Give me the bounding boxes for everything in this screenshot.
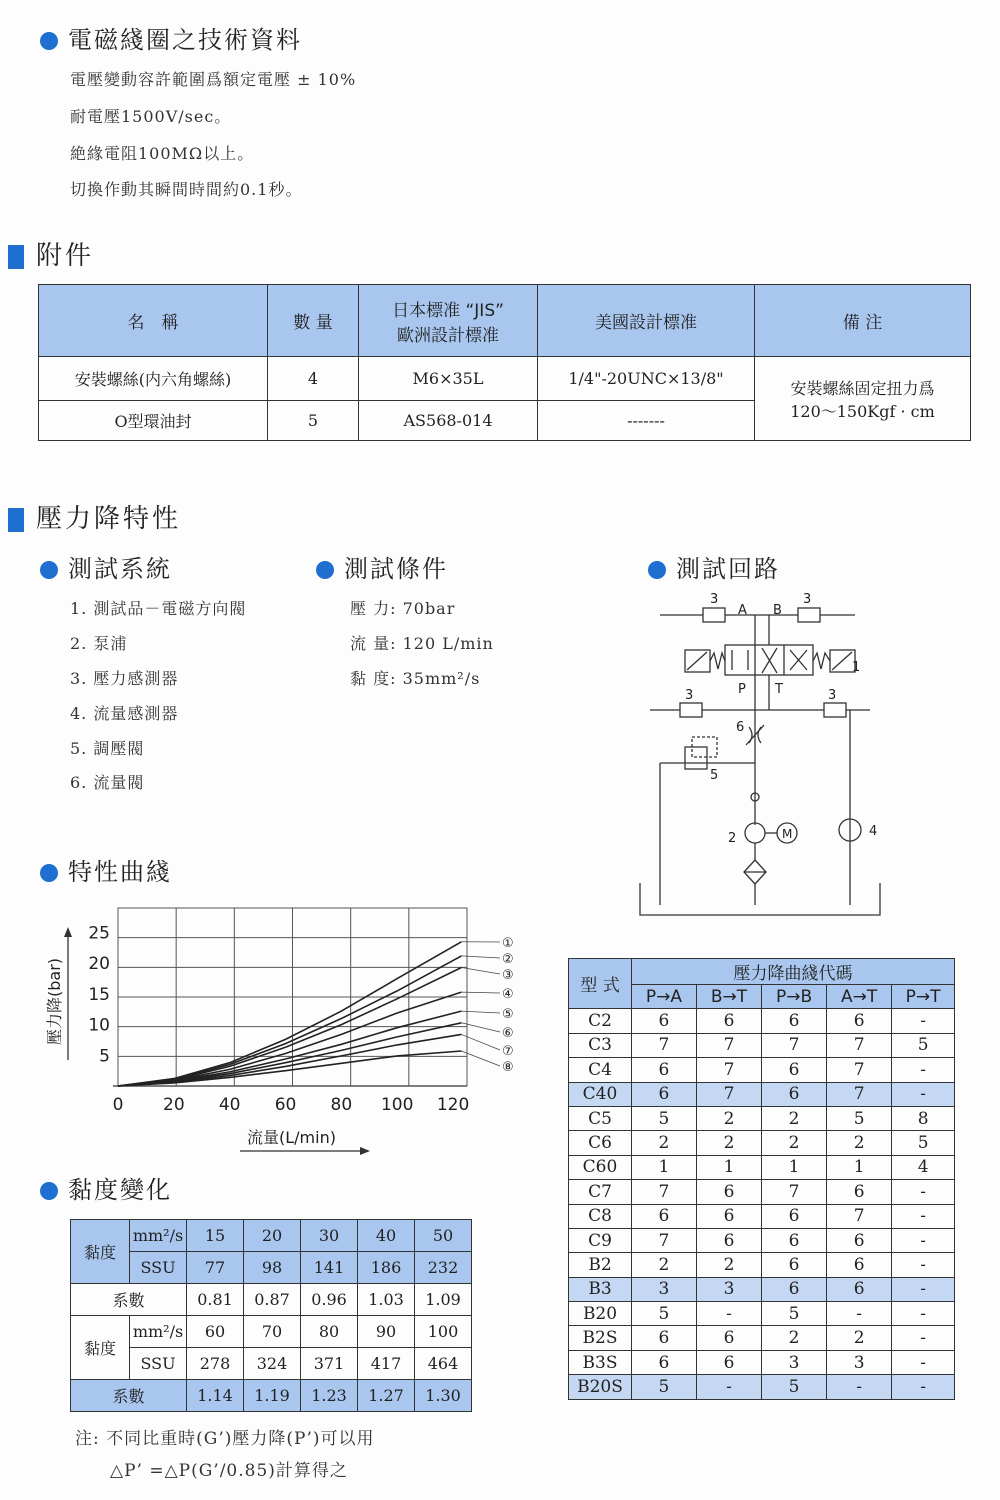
code-cell: 7 [762, 1180, 827, 1204]
cell: 1.14 [187, 1380, 244, 1412]
cell: 5 [268, 401, 359, 441]
table-row [71, 1220, 472, 1252]
code-cell: - [892, 1375, 955, 1399]
code-cell: 7 [696, 1033, 761, 1057]
code-cell: 1 [632, 1155, 697, 1179]
model-cell: C2 [569, 1009, 632, 1033]
table-row [569, 1180, 955, 1204]
col-pa: P→A [632, 985, 697, 1009]
remark-line: 120～150Kgf · cm [790, 401, 935, 421]
col-name: 名 稱 [39, 285, 268, 357]
label-motor: M [782, 827, 793, 841]
cell: 80 [301, 1316, 358, 1348]
remark-line: 安裝螺絲固定扭力爲 [790, 378, 935, 398]
bullet-icon [40, 32, 58, 50]
x-tick-label: 100 [380, 1095, 414, 1115]
cell: 77 [187, 1252, 244, 1284]
cell: 15 [187, 1220, 244, 1252]
section-marker-icon [8, 508, 24, 532]
table-row [71, 1380, 472, 1412]
code-cell: 6 [632, 1204, 697, 1228]
model-cell: C7 [569, 1180, 632, 1204]
code-cell: - [892, 1228, 955, 1252]
cell: 371 [301, 1348, 358, 1380]
model-cell: C8 [569, 1204, 632, 1228]
test-system-title: 測試系統 [68, 555, 172, 583]
code-cell: 5 [762, 1375, 827, 1399]
code-cell: 6 [827, 1253, 892, 1277]
code-cell: 2 [762, 1326, 827, 1350]
label-6: 6 [736, 720, 745, 735]
test-system-item: 5. 調壓閥 [70, 739, 145, 758]
cell: 0.96 [301, 1284, 358, 1316]
cell: 系數 [71, 1284, 187, 1316]
code-cell: - [892, 1277, 955, 1301]
code-cell: 2 [696, 1253, 761, 1277]
code-cell: 2 [632, 1131, 697, 1155]
x-tick-label: 120 [436, 1095, 470, 1115]
cell: 黏度 [71, 1220, 130, 1284]
code-cell: 6 [696, 1326, 761, 1350]
y-tick-label: 15 [88, 984, 110, 1005]
test-circuit-title: 測試回路 [676, 555, 780, 583]
col-jis-line2: 歐洲設計標准 [397, 325, 499, 346]
model-cell: C4 [569, 1058, 632, 1082]
curve-series-2 [118, 956, 461, 1086]
series-label: ⑤ [502, 1007, 514, 1022]
table-row [71, 1316, 472, 1348]
value: 120 L/min [402, 634, 494, 653]
table-row [71, 1252, 472, 1284]
test-system-item: 2. 泵浦 [70, 634, 128, 653]
note-line: △P’ =△P(G’/0.85)計算得之 [110, 1461, 348, 1481]
code-cell: 6 [762, 1058, 827, 1082]
chart-x-label: 流量(L/min) [247, 1128, 336, 1147]
cell: 90 [358, 1316, 415, 1348]
series-label: ② [502, 952, 514, 967]
viscosity-table [70, 1219, 472, 1412]
label-3: 3 [685, 688, 694, 703]
code-cell: 7 [827, 1058, 892, 1082]
table-row [569, 1253, 955, 1277]
table-row [569, 1058, 955, 1082]
model-cell: C5 [569, 1106, 632, 1130]
cell: 系數 [71, 1380, 187, 1412]
model-cell: C60 [569, 1155, 632, 1179]
code-cell: 2 [827, 1131, 892, 1155]
col-at: A→T [827, 985, 892, 1009]
code-cell: - [892, 1326, 955, 1350]
model-cell: C40 [569, 1082, 632, 1106]
code-cell: 1 [762, 1155, 827, 1179]
cell: 4 [268, 357, 359, 401]
cell: 417 [358, 1348, 415, 1380]
table-row [39, 357, 971, 401]
note-line: 注: 不同比重時(G’)壓力降(P’)可以用 [75, 1429, 375, 1449]
series-label: ⑥ [502, 1026, 514, 1041]
code-cell: 6 [762, 1204, 827, 1228]
label-3: 3 [828, 688, 837, 703]
code-cell: 7 [827, 1082, 892, 1106]
pressure-sensor-icon [703, 608, 725, 622]
model-cell: B20 [569, 1302, 632, 1326]
code-cell: 2 [827, 1326, 892, 1350]
table-row [569, 1326, 955, 1350]
label: 黏 度: [350, 669, 397, 688]
cell: 1.09 [415, 1284, 472, 1316]
code-cell: 7 [762, 1033, 827, 1057]
label-t: T [775, 682, 783, 697]
pressure-drop-heading [8, 498, 181, 535]
code-cell: - [892, 1082, 955, 1106]
test-system-item: 6. 流量閥 [70, 773, 145, 792]
accessories-title: 附件 [36, 241, 95, 271]
accessories-heading [8, 235, 94, 272]
table-row [71, 1284, 472, 1316]
code-cell: 5 [892, 1033, 955, 1057]
code-cell: 7 [632, 1033, 697, 1057]
y-tick-label: 20 [88, 954, 110, 975]
test-circuit-heading [648, 549, 780, 584]
table-row [569, 1033, 955, 1057]
cell: 60 [187, 1316, 244, 1348]
chart-y-label: 壓力降(bar) [45, 957, 64, 1045]
cell: SSU [130, 1348, 187, 1380]
series-label: ⑧ [502, 1060, 514, 1075]
cell: 186 [358, 1252, 415, 1284]
test-system-item: 4. 流量感測器 [70, 704, 179, 723]
series-label: ① [502, 936, 514, 951]
col-remark: 備 注 [755, 285, 971, 357]
code-cell: 7 [632, 1228, 697, 1252]
code-cell: - [827, 1302, 892, 1326]
code-cell: 7 [632, 1180, 697, 1204]
col-model: 型 式 [569, 959, 632, 1009]
code-cell: 2 [762, 1106, 827, 1130]
code-cell: 2 [632, 1253, 697, 1277]
cell: 0.87 [244, 1284, 301, 1316]
cell: 98 [244, 1252, 301, 1284]
solenoid-heading [40, 20, 302, 55]
code-cell: 6 [696, 1350, 761, 1374]
cell: 1/4"-20UNC×13/8" [538, 357, 755, 401]
label-b: B [773, 603, 782, 618]
value: 70bar [402, 599, 456, 618]
col-bt: B→T [696, 985, 761, 1009]
x-tick-label: 60 [274, 1095, 297, 1115]
label-2: 2 [728, 831, 737, 846]
code-cell: 6 [827, 1228, 892, 1252]
code-cell: 5 [632, 1106, 697, 1130]
code-cell: 6 [762, 1253, 827, 1277]
cell: 324 [244, 1348, 301, 1380]
cell: M6×35L [359, 357, 538, 401]
col-jis-line1: 日本標准 “JIS” [392, 300, 504, 321]
pressure-drop-title: 壓力降特性 [36, 504, 182, 534]
code-cell: 4 [892, 1155, 955, 1179]
table-row [569, 1302, 955, 1326]
test-conditions-title: 測試條件 [344, 555, 448, 583]
cell: 278 [187, 1348, 244, 1380]
test-circuit-diagram [630, 585, 890, 930]
col-jis [359, 285, 538, 357]
series-label: ④ [502, 987, 514, 1002]
cell: AS568-014 [359, 401, 538, 441]
col-group: 壓力降曲綫代碼 [632, 959, 955, 985]
x-tick-label: 0 [112, 1095, 124, 1115]
model-cell: C9 [569, 1228, 632, 1252]
condition-pressure [350, 596, 455, 619]
condition-viscosity [350, 666, 480, 689]
code-cell: 6 [827, 1277, 892, 1301]
cell: 1.19 [244, 1380, 301, 1412]
value: 35mm²/s [402, 669, 481, 688]
code-cell: 5 [827, 1106, 892, 1130]
bullet-icon [40, 864, 58, 882]
code-cell: 6 [827, 1180, 892, 1204]
table-row [569, 1375, 955, 1399]
code-cell: 6 [632, 1326, 697, 1350]
test-system-heading [40, 549, 172, 584]
code-cell: 5 [632, 1375, 697, 1399]
code-cell: 7 [696, 1058, 761, 1082]
model-cell: B2 [569, 1253, 632, 1277]
solenoid-line: 耐電壓1500V/sec。 [70, 107, 232, 126]
cell: 安裝螺絲(内六角螺絲) [39, 357, 268, 401]
relief-valve-icon [685, 747, 707, 769]
code-cell: 6 [762, 1228, 827, 1252]
pressure-sensor-icon [680, 703, 702, 717]
cell: 0.81 [187, 1284, 244, 1316]
code-cell: 3 [827, 1350, 892, 1374]
bullet-icon [40, 561, 58, 579]
table-row [569, 1155, 955, 1179]
table-row [569, 1106, 955, 1130]
code-cell: 6 [632, 1082, 697, 1106]
table-row [569, 1204, 955, 1228]
series-label: ⑦ [502, 1044, 514, 1059]
cell: 1.30 [415, 1380, 472, 1412]
cell: SSU [130, 1252, 187, 1284]
cell: 1.03 [358, 1284, 415, 1316]
cell: mm²/s [130, 1220, 187, 1252]
table-row [569, 1131, 955, 1155]
pump-icon [745, 823, 765, 843]
code-cell: 6 [696, 1204, 761, 1228]
pressure-sensor-icon [798, 608, 820, 622]
code-cell: - [696, 1375, 761, 1399]
label-4: 4 [869, 824, 878, 839]
col-us: 美國設計標准 [538, 285, 755, 357]
section-marker-icon [8, 245, 24, 269]
cell: 232 [415, 1252, 472, 1284]
cell: 464 [415, 1348, 472, 1380]
x-tick-label: 20 [163, 1095, 185, 1115]
code-cell: 8 [892, 1106, 955, 1130]
label-3: 3 [710, 592, 719, 607]
label: 流 量: [350, 634, 397, 653]
cell: 100 [415, 1316, 472, 1348]
cell: 20 [244, 1220, 301, 1252]
code-cell: 3 [696, 1277, 761, 1301]
bullet-icon [648, 561, 666, 579]
code-cell: 5 [762, 1302, 827, 1326]
y-axis-arrowhead [64, 927, 72, 937]
x-tick-label: 40 [218, 1095, 241, 1115]
model-cell: B3 [569, 1277, 632, 1301]
col-pt: P→T [892, 985, 955, 1009]
model-cell: C3 [569, 1033, 632, 1057]
code-cell: 7 [827, 1204, 892, 1228]
curve-code-table [568, 958, 955, 1400]
x-tick-label: 80 [330, 1095, 353, 1115]
bullet-icon [316, 561, 334, 579]
cell: O型環油封 [39, 401, 268, 441]
code-cell: 6 [632, 1058, 697, 1082]
test-conditions-heading [316, 549, 448, 584]
model-cell: B2S [569, 1326, 632, 1350]
code-cell: - [892, 1058, 955, 1082]
table-row [569, 1277, 955, 1301]
code-cell: 6 [762, 1009, 827, 1033]
code-cell: - [892, 1350, 955, 1374]
model-cell: C6 [569, 1131, 632, 1155]
cell: 141 [301, 1252, 358, 1284]
viscosity-heading [40, 1170, 172, 1205]
code-cell: 6 [762, 1082, 827, 1106]
cell: 40 [358, 1220, 415, 1252]
cell: 70 [244, 1316, 301, 1348]
label-1: 1 [852, 660, 861, 675]
code-cell: 6 [632, 1350, 697, 1374]
series-label: ③ [502, 968, 514, 983]
bullet-icon [40, 1182, 58, 1200]
viscosity-title: 黏度變化 [68, 1176, 172, 1204]
solenoid-line: 電壓變動容許範圍爲額定電壓 ± 10% [70, 70, 357, 89]
table-row [569, 1350, 955, 1374]
col-pb: P→B [762, 985, 827, 1009]
remark-cell [755, 357, 971, 441]
code-cell: 1 [827, 1155, 892, 1179]
code-cell: 5 [892, 1131, 955, 1155]
table-row [71, 1348, 472, 1380]
solenoid-title: 電磁綫圈之技術資料 [68, 26, 302, 54]
y-tick-label: 25 [88, 923, 110, 944]
label-a: A [738, 603, 747, 618]
cell: ------- [538, 401, 755, 441]
code-cell: 2 [762, 1131, 827, 1155]
pressure-drop-chart [40, 895, 540, 1160]
code-cell: - [696, 1302, 761, 1326]
code-cell: 3 [762, 1350, 827, 1374]
code-cell: 2 [696, 1131, 761, 1155]
code-cell: 6 [632, 1009, 697, 1033]
code-cell: - [892, 1302, 955, 1326]
curve-series-1 [118, 942, 461, 1086]
cell: 50 [415, 1220, 472, 1252]
code-cell: 7 [696, 1082, 761, 1106]
code-cell: 1 [696, 1155, 761, 1179]
curve-series-5 [118, 1011, 461, 1086]
model-cell: B3S [569, 1350, 632, 1374]
test-system-item: 1. 測試品－電磁方向閥 [70, 599, 247, 618]
solenoid-line: 切換作動其瞬間時間約0.1秒。 [70, 180, 303, 199]
accessories-table [38, 284, 971, 441]
code-cell: 5 [632, 1302, 697, 1326]
y-tick-label: 10 [88, 1015, 110, 1036]
label: 壓 力: [350, 599, 397, 618]
cell: 1.23 [301, 1380, 358, 1412]
model-cell: B20S [569, 1375, 632, 1399]
table-row [569, 1228, 955, 1252]
code-cell: - [892, 1204, 955, 1228]
code-cell: 2 [696, 1106, 761, 1130]
test-system-item: 3. 壓力感測器 [70, 669, 179, 688]
cell: 1.27 [358, 1380, 415, 1412]
code-cell: - [827, 1375, 892, 1399]
code-cell: 6 [762, 1277, 827, 1301]
cell: mm²/s [130, 1316, 187, 1348]
solenoid-line: 絶緣電阻100MΩ以上。 [70, 144, 255, 163]
y-tick-label: 5 [99, 1046, 110, 1067]
code-cell: 6 [696, 1009, 761, 1033]
code-cell: 7 [827, 1033, 892, 1057]
code-cell: 6 [827, 1009, 892, 1033]
code-cell: 6 [696, 1228, 761, 1252]
cell: 30 [301, 1220, 358, 1252]
table-row [569, 1009, 955, 1033]
curve-series-4 [118, 992, 461, 1086]
curve-title: 特性曲綫 [68, 858, 172, 886]
col-qty: 數 量 [268, 285, 359, 357]
cell: 黏度 [71, 1316, 130, 1380]
code-cell: 3 [632, 1277, 697, 1301]
label-5: 5 [710, 768, 719, 783]
label-p: P [738, 682, 746, 697]
condition-flow [350, 631, 494, 654]
label-3: 3 [803, 592, 812, 607]
pressure-sensor-icon [824, 703, 846, 717]
curve-heading [40, 852, 172, 887]
code-cell: - [892, 1009, 955, 1033]
table-row [569, 1082, 955, 1106]
code-cell: - [892, 1180, 955, 1204]
code-cell: - [892, 1253, 955, 1277]
code-cell: 6 [696, 1180, 761, 1204]
